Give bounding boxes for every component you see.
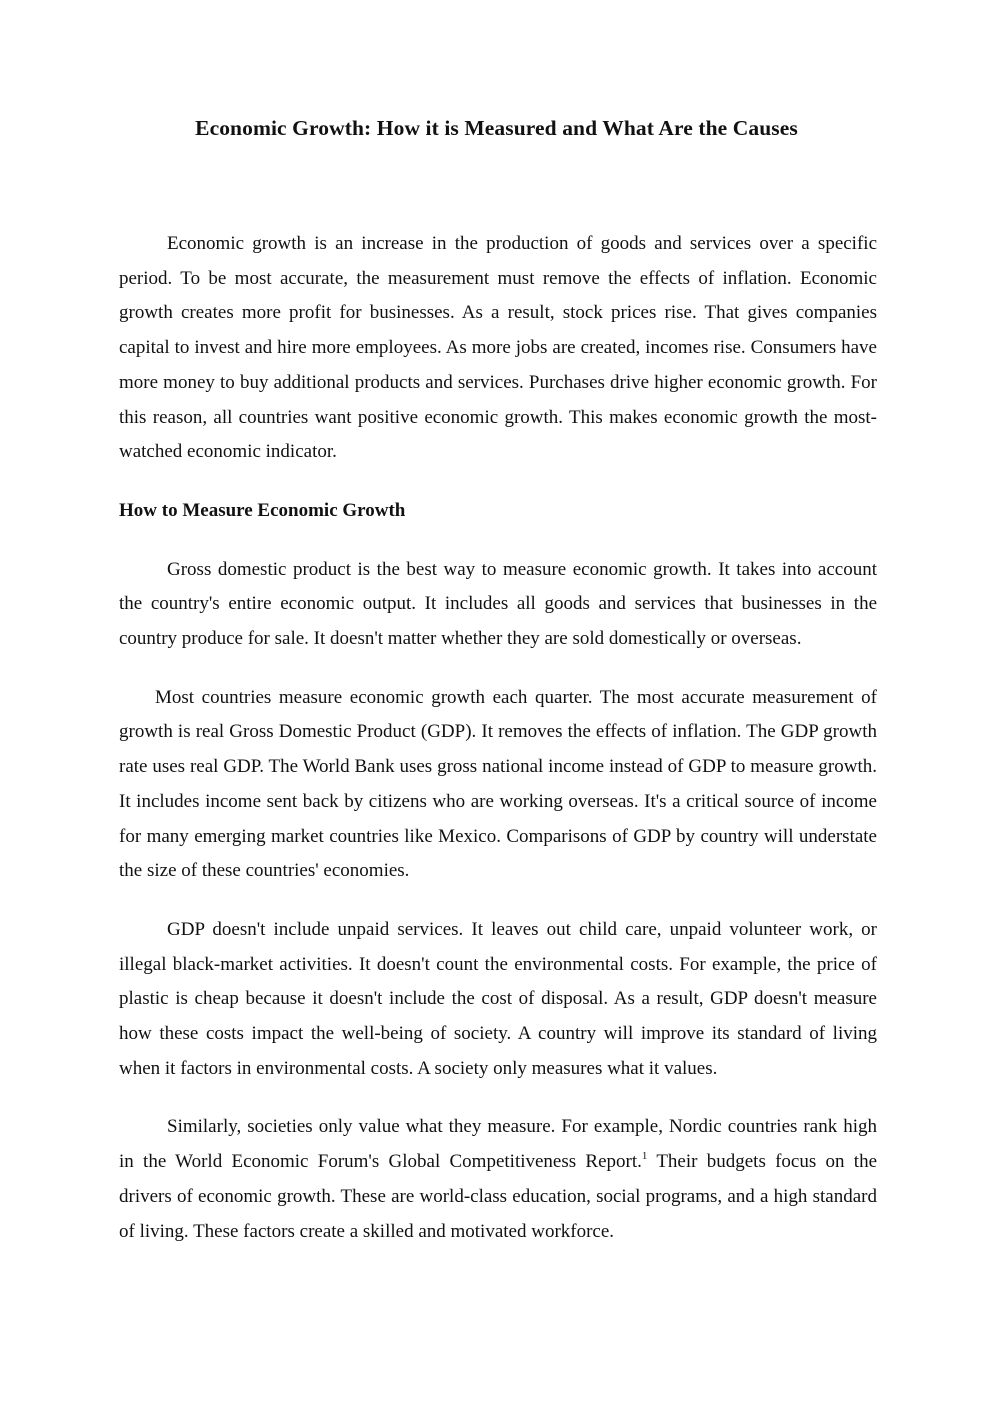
gdp-limitations-paragraph: GDP doesn't include unpaid services. It leaves out child care, unpaid volunteer work, or illegal black-market activities. It doesn't count the environmental costs. For example, the price of plastic is cheap because it doesn't include the cost of disposal. As a result, GDP doesn't measure how these costs impact the well-being of society. A country will improve its standard of living when it factors in environmental costs. A society only measures what it values.: [119, 918, 877, 1079]
document-title: Economic Growth: How it is Measured and What Are the Causes: [195, 116, 798, 140]
paragraph-text: Their budgets focus on the drivers of economic growth. These are world-class education, social programs, and a high standard of living. These factors create a skilled and motivated workforce.: [119, 1151, 877, 1242]
document-body: [119, 227, 877, 1249]
intro-paragraph: Economic growth is an increase in the production of goods and services over a specific period. To be most accurate, the measurement must remove the effects of inflation. Economic growth creates more profit for businesses. As a result, stock prices rise. That gives companies capital to invest and hire more employees. As more jobs are created, incomes rise. Consumers have more money to buy additional products and services. Purchases drive higher economic growth. For this reason, all countries want positive economic growth. This makes economic growth the most-watched economic indicator.: [119, 233, 877, 463]
spacer: [119, 889, 877, 913]
gdp-paragraph: Gross domestic product is the best way to measure economic growth. It takes into account the country's entire economic output. It includes all goods and services that businesses in the country produce for sale. It doesn't matter whether they are sold domestically or overseas.: [119, 558, 877, 650]
spacer: [119, 529, 877, 553]
footnote-reference[interactable]: 1: [641, 1150, 648, 1163]
spacer: [119, 657, 877, 681]
paragraph-text: Similarly, societies only value what they measure. For example, Nordic countries rank high in the World Economic Forum's Global Competitiveness Report.: [119, 1116, 877, 1173]
quarterly-measure-paragraph: Most countries measure economic growth each quarter. The most accurate measurement of growth is real Gross Domestic Product (GDP). It removes the effects of inflation. The GDP growth rate uses real GDP. The World Bank uses gross national income instead of GDP to measure growth. It includes income sent back by citizens who are working overseas. It's a critical source of income for many emerging market countries like Mexico. Comparisons of GDP by country will understate the size of these countries' economies.: [119, 686, 877, 882]
societies-value-paragraph: [119, 1110, 877, 1249]
spacer: [119, 1086, 877, 1110]
section-heading-measure: How to Measure Economic Growth: [119, 499, 406, 521]
spacer: [119, 470, 877, 494]
